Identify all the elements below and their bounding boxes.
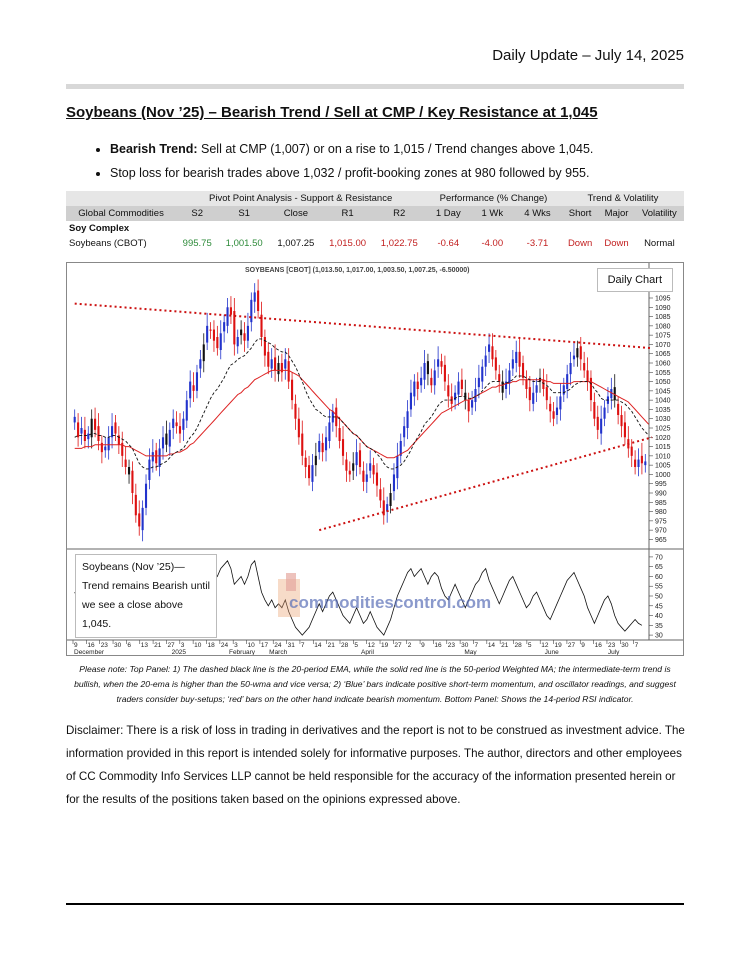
date-tick-label: 28 xyxy=(514,642,522,649)
col-header: Short xyxy=(562,206,598,221)
candle-body xyxy=(437,359,439,366)
candle-body xyxy=(617,404,619,415)
candle-body xyxy=(328,422,330,441)
price-tick-label: 990 xyxy=(655,490,667,498)
rsi-tick-label: 30 xyxy=(655,632,663,640)
candle-body xyxy=(570,363,572,374)
candle-body xyxy=(74,417,76,423)
candle-body xyxy=(325,437,327,450)
candle-body xyxy=(257,291,259,311)
price-tick-label: 980 xyxy=(655,509,667,517)
candle-body xyxy=(393,474,395,491)
date-tick-label: 7 xyxy=(474,642,479,649)
date-tick-label: 30 xyxy=(461,642,469,649)
candle-body xyxy=(131,471,133,493)
candle-body xyxy=(444,365,446,382)
candle-body xyxy=(274,357,276,370)
date-tick-label: 27 xyxy=(167,642,175,649)
date-tick-label: 7 xyxy=(634,642,639,649)
table-column-header xyxy=(66,206,684,221)
candle-body xyxy=(196,372,198,391)
candle-body xyxy=(491,346,493,359)
cell-short: Down xyxy=(567,238,593,249)
candle-body xyxy=(373,465,375,474)
date-tick-label: 21 xyxy=(501,642,509,649)
header-divider xyxy=(66,84,684,89)
candle-body xyxy=(135,495,137,515)
candle-body xyxy=(210,330,212,331)
rsi-tick-label: 65 xyxy=(655,564,663,572)
candle-body xyxy=(237,337,239,346)
month-label: March xyxy=(269,649,288,655)
cell-s1: 1,001.50 xyxy=(225,238,263,249)
report-title: Soybeans (Nov ’25) – Bearish Trend / Sell at CMP / Key Resistance at 1,045 xyxy=(66,104,598,121)
candle-body xyxy=(583,363,585,370)
month-label: July xyxy=(607,649,620,655)
candle-body xyxy=(125,460,127,467)
candle-body xyxy=(169,430,171,447)
month-label: June xyxy=(544,649,559,655)
candle-body xyxy=(142,508,144,530)
candle-body xyxy=(315,456,317,465)
candle-body xyxy=(165,434,167,445)
candle-body xyxy=(277,363,279,374)
candle-body xyxy=(189,382,191,399)
candle-body xyxy=(97,426,99,441)
candle-body xyxy=(580,346,582,359)
col-header: S2 xyxy=(176,206,218,221)
candle-body xyxy=(440,361,442,367)
date-tick-label: 16 xyxy=(434,642,442,649)
candle-body xyxy=(104,447,106,451)
candle-body xyxy=(366,474,368,481)
date-tick-label: 10 xyxy=(194,642,202,649)
candle-body xyxy=(593,402,595,419)
candle-body xyxy=(522,363,524,378)
candle-body xyxy=(600,419,602,434)
candle-body xyxy=(247,326,249,341)
footer-divider xyxy=(66,903,684,905)
candle-body xyxy=(406,411,408,428)
date-tick-label: 30 xyxy=(114,642,122,649)
cell-volatility: Normal xyxy=(644,238,675,249)
candle-body xyxy=(430,378,432,385)
candle-body xyxy=(155,450,157,463)
price-tick-label: 985 xyxy=(655,499,667,507)
price-tick-label: 1000 xyxy=(655,471,671,479)
candle-body xyxy=(549,404,551,411)
rsi-tick-label: 70 xyxy=(655,554,663,562)
candle-body xyxy=(254,292,256,301)
date-tick-label: 17 xyxy=(260,642,269,649)
bullet-stoploss: • Stop loss for bearish trades above 1,032 / profit-booking zones at 980 followed by 955. xyxy=(110,161,720,185)
candle-body xyxy=(559,396,561,409)
price-tick-label: 1010 xyxy=(655,453,671,461)
upper-trendline xyxy=(75,304,652,349)
candle-body xyxy=(362,471,364,482)
candle-body xyxy=(145,484,147,508)
candle-body xyxy=(519,352,521,367)
candle-body xyxy=(87,434,89,440)
candle-body xyxy=(563,385,565,394)
candle-body xyxy=(199,359,201,368)
date-tick-label: 5 xyxy=(354,642,358,649)
candle-body xyxy=(152,452,154,461)
candle-body xyxy=(240,330,242,336)
price-tick-label: 1095 xyxy=(655,295,671,303)
candle-body xyxy=(301,434,303,456)
date-tick-label: 9 xyxy=(581,642,585,649)
candle-body xyxy=(359,450,361,467)
col-header: Volatility xyxy=(635,206,684,221)
candle-body xyxy=(413,382,415,397)
candle-body xyxy=(311,465,313,482)
candle-body xyxy=(420,378,422,385)
date-tick-label: 19 xyxy=(381,642,389,649)
candle-body xyxy=(379,489,381,500)
candle-body xyxy=(220,333,222,350)
date-tick-label: 24 xyxy=(220,642,229,649)
candle-body xyxy=(403,426,405,437)
col-header: Major xyxy=(598,206,634,221)
price-tick-label: 1040 xyxy=(655,397,671,405)
candle-body xyxy=(641,456,643,463)
price-tick-label: 970 xyxy=(655,527,667,535)
candle-body xyxy=(230,307,232,314)
disclaimer: Disclaimer: There is a risk of loss in trading in derivatives and the report is not to be construed as investment advice. The information provided in this report is intended solely for informative purposes. The author, directors and other employees of CC Commodity Info Services LLP cannot be held responsible for the accuracy of the information presented herein or for the results of the positions taken based on the opinions expressed above. xyxy=(66,724,685,806)
date-tick-label: 14 xyxy=(487,642,496,649)
date-tick-label: 30 xyxy=(621,642,629,649)
date-tick-label: 9 xyxy=(421,642,425,649)
rsi-tick-label: 40 xyxy=(655,613,663,621)
candle-body xyxy=(566,374,568,389)
price-tick-label: 1020 xyxy=(655,434,671,442)
candle-body xyxy=(308,465,310,478)
candle-body xyxy=(80,428,82,434)
bullet-trend-text: Sell at CMP (1,007) or on a rise to 1,015 / Trend changes above 1,045. xyxy=(197,142,594,156)
candle-body xyxy=(417,382,419,389)
date-tick-label: 21 xyxy=(327,642,335,649)
cell-commodity: Soybeans (CBOT) xyxy=(69,238,147,249)
date-tick-label: 27 xyxy=(567,642,576,649)
candle-body xyxy=(291,380,293,400)
price-tick-label: 1030 xyxy=(655,416,671,424)
ema20-line xyxy=(75,339,649,469)
table-group-header xyxy=(66,191,684,206)
candle-body xyxy=(206,326,208,343)
date-tick-label: 10 xyxy=(247,642,255,649)
candle-body xyxy=(546,387,548,400)
date-tick-label: 14 xyxy=(314,642,322,649)
candle-body xyxy=(376,473,378,486)
price-tick-label: 1055 xyxy=(655,369,671,377)
candle-body xyxy=(223,322,225,331)
group-trend: Trend & Volatility xyxy=(562,191,684,206)
price-tick-label: 1015 xyxy=(655,444,671,452)
cell-1day: -0.64 xyxy=(437,238,460,249)
chart-note: Please note: Top Panel: 1) The dashed black line is the 20-period EMA, while the solid red line is the 50-period Weighted MA; the intermediate-term trend is bullish, when the 20-ema is higher than the 50-wma and vice versa; 2) ‘Blue’ bars indicate positive short-term momentum, and oscillator readings, and suggest traders consider buy-setups; ‘red’ bars on the other hand indicate bearish momentum. Bottom Panel: Shows the 14-period RSI indicator. xyxy=(74,664,676,704)
col-header: S1 xyxy=(218,206,270,221)
candle-body xyxy=(128,467,130,474)
candle-body xyxy=(556,408,558,415)
candle-body xyxy=(298,419,300,438)
date-tick-label: 9 xyxy=(74,642,78,649)
candle-body xyxy=(318,441,320,452)
section-label: Soy Complex xyxy=(69,223,130,234)
candle-body xyxy=(553,411,555,418)
candle-body xyxy=(114,422,116,433)
date-tick-label: 31 xyxy=(287,642,295,649)
cell-4wks: -3.71 xyxy=(526,238,549,249)
watermark-text: commoditiescontrol.com xyxy=(289,593,492,612)
rsi-tick-label: 55 xyxy=(655,583,663,591)
candle-body xyxy=(162,437,164,448)
price-tick-label: 1070 xyxy=(655,341,671,349)
candle-body xyxy=(148,460,150,480)
candle-body xyxy=(77,422,79,437)
candle-body xyxy=(542,380,544,389)
candle-body xyxy=(525,380,527,389)
candle-body xyxy=(186,400,188,420)
candle-body xyxy=(644,461,646,465)
candle-body xyxy=(176,422,178,426)
report-date: Daily Update – July 14, 2025 xyxy=(492,47,684,64)
col-header: Global Commodities xyxy=(66,206,176,221)
candle-body xyxy=(603,408,605,419)
price-tick-label: 965 xyxy=(655,536,667,544)
price-tick-label: 1050 xyxy=(655,379,671,387)
price-tick-label: 1065 xyxy=(655,351,671,359)
price-tick-label: 1080 xyxy=(655,323,671,331)
date-tick-label: 3 xyxy=(180,642,185,649)
candle-body xyxy=(294,404,296,419)
candle-body xyxy=(108,437,110,450)
candle-body xyxy=(342,439,344,456)
candle-body xyxy=(226,307,228,326)
date-tick-label: 23 xyxy=(607,642,616,649)
rsi-tick-label: 50 xyxy=(655,593,663,601)
table-section-row xyxy=(66,221,684,236)
candle-body xyxy=(620,415,622,426)
candle-body xyxy=(410,393,412,410)
group-performance: Performance (% Change) xyxy=(425,191,562,206)
candle-body xyxy=(434,370,436,385)
col-header: 4 Wks xyxy=(513,206,562,221)
cell-close: 1,007.25 xyxy=(277,238,315,249)
candle-body xyxy=(243,333,245,340)
price-tick-label: 1075 xyxy=(655,332,671,340)
date-tick-label: 23 xyxy=(447,642,456,649)
candle-body xyxy=(637,460,639,467)
candle-body xyxy=(532,393,534,404)
date-tick-label: 27 xyxy=(394,642,402,649)
wma50-line xyxy=(75,370,649,457)
cell-1wk: -4.00 xyxy=(481,238,504,249)
candle-body xyxy=(172,419,174,428)
date-tick-label: 28 xyxy=(340,642,349,649)
candle-body xyxy=(515,352,517,363)
candle-body xyxy=(508,370,510,383)
candle-body xyxy=(488,344,490,351)
cell-s2: 995.75 xyxy=(182,238,212,249)
date-tick-label: 24 xyxy=(274,642,282,649)
date-tick-label: 18 xyxy=(207,642,215,649)
month-label: April xyxy=(361,649,375,655)
candle-body xyxy=(216,337,218,348)
candle-body xyxy=(457,382,459,395)
price-tick-label: 1060 xyxy=(655,360,671,368)
candle-body xyxy=(423,363,425,380)
rsi-annotation: Soybeans (Nov ’25)—Trend remains Bearish until we see a close above 1,045. xyxy=(75,554,217,638)
chart-header-text: SOYBEANS [CBOT] (1,013.50, 1,017.00, 1,003.50, 1,007.25, -6.50000) xyxy=(245,267,470,274)
month-label: February xyxy=(228,649,255,655)
candle-body xyxy=(536,385,538,392)
date-tick-label: 13 xyxy=(140,642,148,649)
cell-major: Down xyxy=(604,238,629,249)
price-tick-label: 1085 xyxy=(655,314,671,322)
candle-body xyxy=(94,419,96,430)
candle-body xyxy=(271,359,273,368)
candle-body xyxy=(573,356,575,360)
candle-body xyxy=(478,378,480,387)
candle-body xyxy=(576,348,578,357)
candle-body xyxy=(182,419,184,430)
candle-body xyxy=(267,352,269,367)
candle-body xyxy=(498,374,500,381)
date-tick-label: 3 xyxy=(234,642,238,649)
col-header: R2 xyxy=(373,206,425,221)
cell-r2: 1,022.75 xyxy=(380,238,418,249)
candle-body xyxy=(461,380,463,389)
candle-body xyxy=(587,370,589,381)
candle-body xyxy=(447,385,449,396)
candle-body xyxy=(427,361,429,374)
bullet-trend xyxy=(110,137,720,161)
candle-body xyxy=(179,426,181,433)
rsi-tick-label: 45 xyxy=(655,603,663,611)
rsi-tick-label: 35 xyxy=(655,622,663,630)
candle-body xyxy=(356,452,358,465)
cell-r1: 1,015.00 xyxy=(329,238,367,249)
candle-body xyxy=(634,460,636,467)
col-header: 1 Wk xyxy=(471,206,513,221)
date-tick-label: 2 xyxy=(407,642,412,649)
candle-body xyxy=(512,359,514,368)
candle-body xyxy=(193,385,195,391)
candle-body xyxy=(631,447,633,456)
price-chart xyxy=(66,262,684,656)
candle-body xyxy=(369,463,371,470)
key-points xyxy=(88,137,720,185)
date-tick-label: 16 xyxy=(87,642,95,649)
col-header: R1 xyxy=(322,206,374,221)
candle-body xyxy=(485,356,487,367)
candle-body xyxy=(264,337,266,356)
date-tick-label: 23 xyxy=(100,642,108,649)
candle-body xyxy=(352,463,354,470)
candle-body xyxy=(213,330,215,341)
date-tick-label: 16 xyxy=(594,642,602,649)
candle-body xyxy=(597,417,599,430)
candle-body xyxy=(390,493,392,506)
candle-body xyxy=(284,359,286,368)
col-header: Close xyxy=(270,206,322,221)
price-tick-label: 1005 xyxy=(655,462,671,470)
date-tick-label: 7 xyxy=(300,642,305,649)
lower-trendline xyxy=(319,437,652,530)
candle-body xyxy=(529,387,531,400)
date-tick-label: 19 xyxy=(554,642,562,649)
group-pivot: Pivot Point Analysis - Support & Resistance xyxy=(176,191,425,206)
daily-chart-label: Daily Chart xyxy=(597,268,673,292)
candle-body xyxy=(349,471,351,475)
pivot-table xyxy=(66,191,684,251)
price-tick-label: 975 xyxy=(655,518,667,526)
candle-body xyxy=(339,428,341,441)
month-label: December xyxy=(74,649,104,655)
table-row xyxy=(66,236,684,251)
candle-body xyxy=(481,367,483,382)
price-tick-label: 1025 xyxy=(655,425,671,433)
price-tick-label: 1045 xyxy=(655,388,671,396)
candle-body xyxy=(250,300,252,322)
candle-body xyxy=(203,344,205,361)
date-tick-label: 21 xyxy=(154,642,162,649)
candle-body xyxy=(345,460,347,471)
date-tick-label: 6 xyxy=(127,642,132,649)
candle-body xyxy=(495,357,497,370)
bullet-trend-label: Bearish Trend: xyxy=(110,142,198,156)
month-label: May xyxy=(464,649,477,655)
price-tick-label: 995 xyxy=(655,481,667,489)
price-tick-label: 1090 xyxy=(655,304,671,312)
col-header: 1 Day xyxy=(425,206,471,221)
date-tick-label: 12 xyxy=(541,642,549,649)
date-tick-label: 12 xyxy=(367,642,375,649)
month-label: 2025 xyxy=(171,649,187,655)
candle-body xyxy=(468,400,470,411)
candle-body xyxy=(138,513,140,526)
candle-body xyxy=(471,400,473,407)
price-tick-label: 1035 xyxy=(655,406,671,414)
date-tick-label: 5 xyxy=(527,642,532,649)
rsi-tick-label: 60 xyxy=(655,573,663,581)
candle-body xyxy=(305,458,307,467)
candle-body xyxy=(322,443,324,452)
candle-body xyxy=(624,422,626,437)
